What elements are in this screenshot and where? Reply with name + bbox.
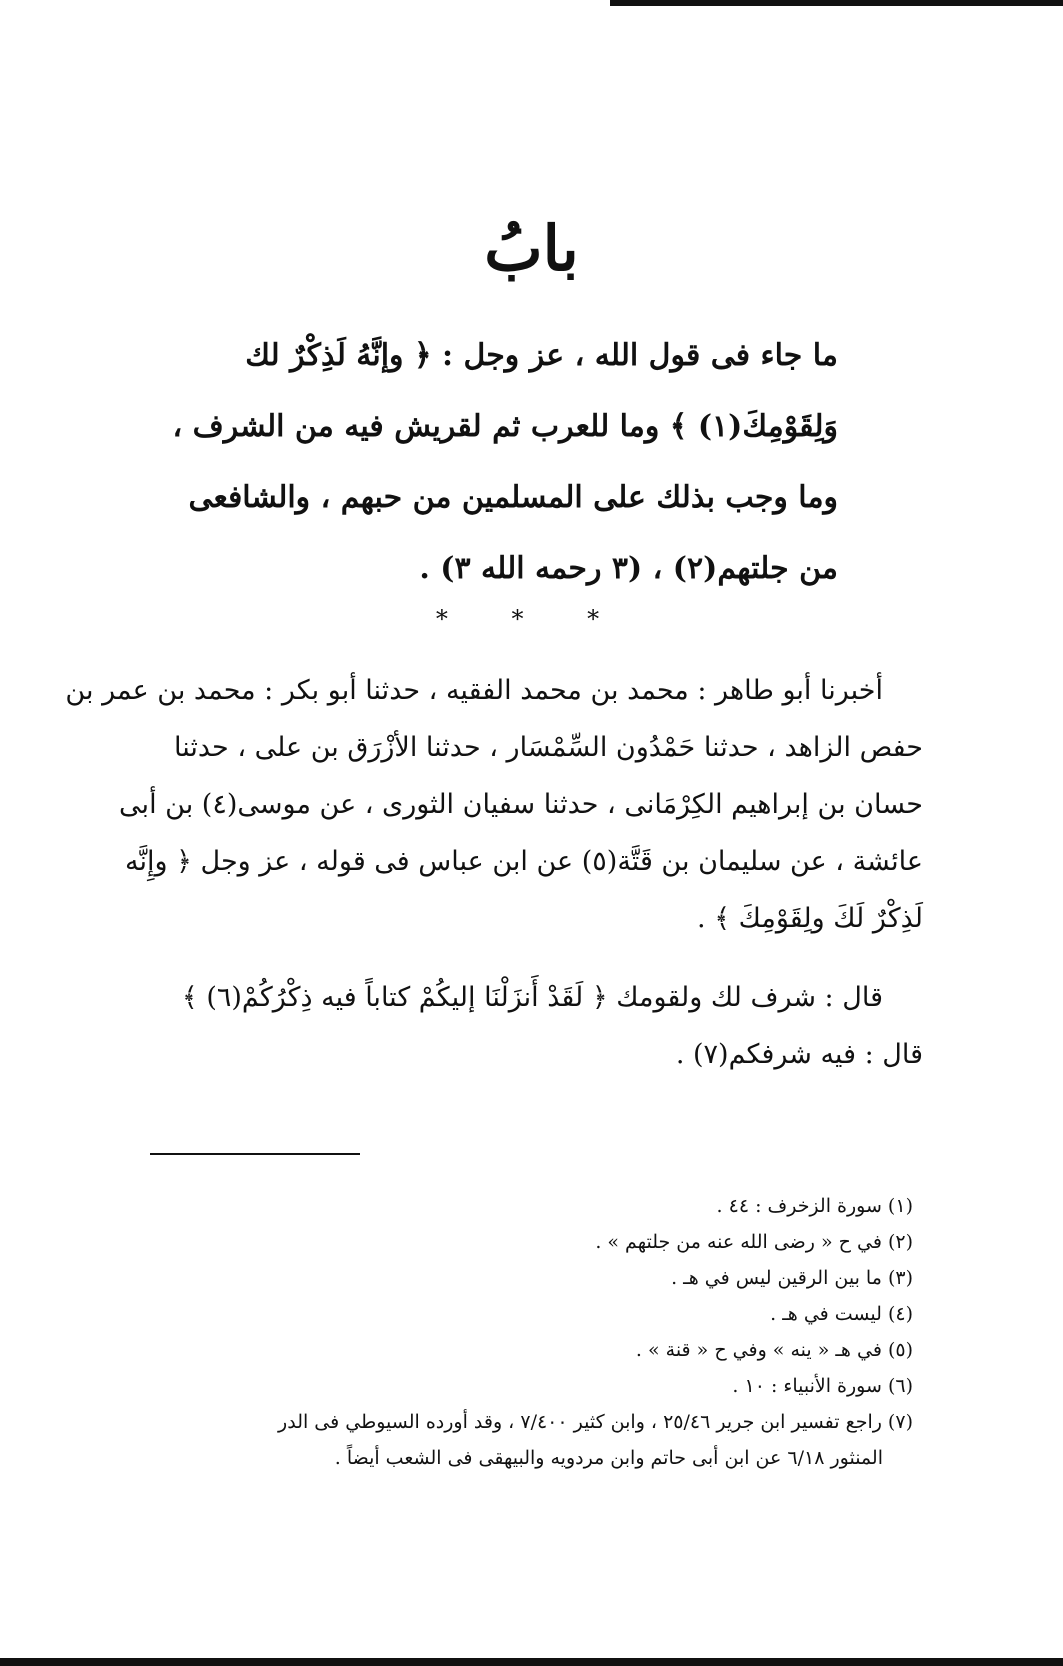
section-separator: * * * — [435, 605, 628, 633]
body-line: قال : فيه شرفكم(٧) . — [675, 1039, 923, 1070]
body-text — [65, 662, 923, 1083]
chapter-title-line: وما وجب بذلك على المسلمين من حبهم ، والشافعى — [188, 480, 838, 515]
body-line: قال : شرف لك ولقومك ﴿ لَقَدْ أَنزَلْنَا إليكُمْ كتاباً فيه ذِكْرُكُمْ(٦) ﴾ — [181, 982, 883, 1013]
paragraph-isnad — [65, 662, 923, 947]
footnote-item: (٧) راجع تفسير ابن جرير ٢٥/٤٦ ، وابن كثير ٧/٤٠٠ ، وقد أورده السيوطي فى الدر — [278, 1411, 913, 1433]
paragraph-gap — [143, 947, 923, 969]
footnote-item: (٥) في هـ « ينه » وفي ح « قنة » . — [635, 1339, 913, 1361]
footnote-item: (٤) ليست في هـ . — [770, 1303, 913, 1325]
chapter-heading: بابُ — [484, 212, 579, 285]
paragraph-commentary — [143, 969, 923, 1083]
footnote-item: (٦) سورة الأنبياء : ١٠ . — [732, 1375, 913, 1397]
footnote-continuation: المنثور ٦/١٨ عن ابن أبى حاتم وابن مردويه والبيهقى فى الشعب أيضاً . — [334, 1447, 883, 1469]
footnote-item: (٣) ما بين الرقين ليس في هـ . — [671, 1267, 913, 1289]
body-line: لَذِكْرٌ لَكَ ولِقَوْمِكَ ﴾ . — [697, 903, 923, 934]
chapter-title-line: من جلتهم(٢) ، (٣ رحمه الله ٣) . — [419, 551, 838, 586]
body-line: حسان بن إبراهيم الكِرْمَانى ، حدثنا سفيان الثورى ، عن موسى(٤) بن أبى — [119, 789, 923, 820]
body-line: حفص الزاهد ، حدثنا حَمْدُون السِّمْسَار ، حدثنا الأزْرَق بن على ، حدثنا — [173, 732, 923, 763]
footnote-item: (٢) في ح « رضى الله عنه من جلتهم » . — [595, 1231, 913, 1253]
chapter-title-line: وَلِقَوْمِكَ(١) ﴾ وما للعرب ثم لقريش فيه من الشرف ، — [172, 409, 838, 444]
footnote-divider — [150, 1153, 360, 1155]
footnote-item: (١) سورة الزخرف : ٤٤ . — [716, 1195, 913, 1217]
body-line: عائشة ، عن سليمان بن قَتَّة(٥) عن ابن عباس فى قوله ، عز وجل ﴿ وإِنَّه — [125, 846, 923, 877]
body-line: أخبرنا أبو طاهر : محمد بن محمد الفقيه ، حدثنا أبو بكر : محمد بن عمر بن — [65, 675, 883, 706]
bottom-border-rule — [0, 1658, 1063, 1666]
chapter-title — [172, 320, 838, 604]
chapter-title-line: ما جاء فى قول الله ، عز وجل : ﴿ وإنَّهُ لَذِكْرٌ لك — [245, 338, 838, 373]
footnotes — [133, 1188, 913, 1476]
